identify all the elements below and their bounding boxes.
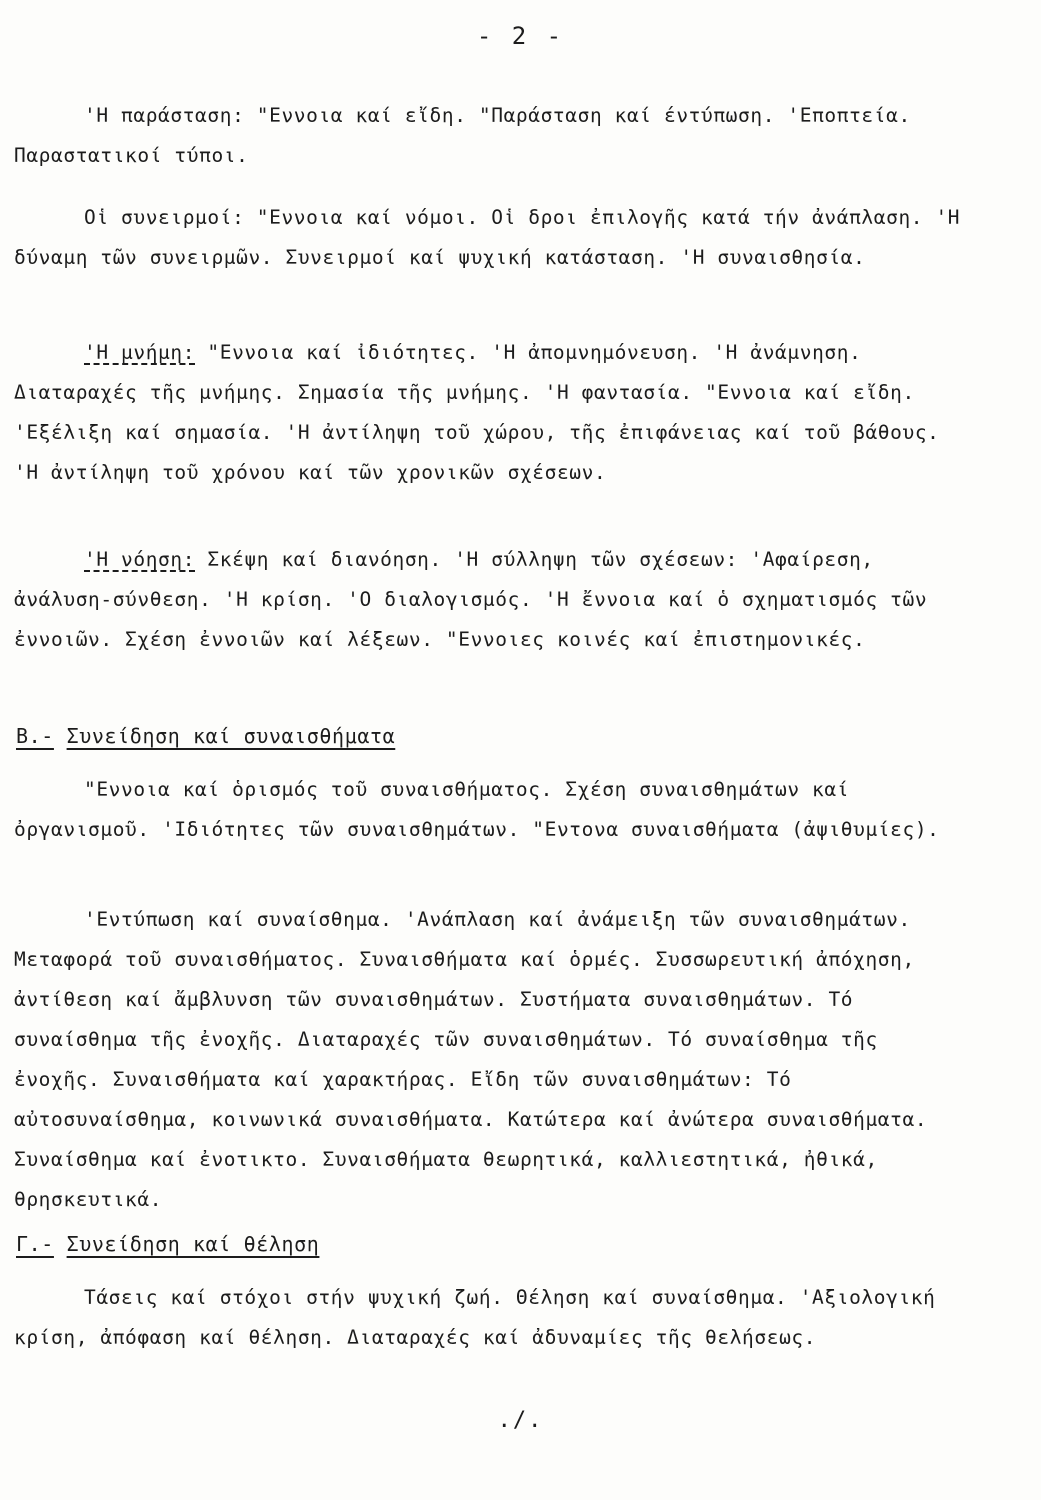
term-thinking: 'Η νόηση: xyxy=(84,548,196,571)
text-associations: "Εννοια καί νόμοι. Οἱ δροι ἐπιλογῆς κατά τήν ἀνάπλαση. 'Η δύναμη τῶν συνειρμῶν. Συνειρμοί καί ψυχική κατάσταση. 'Η συναισθησία. xyxy=(14,206,961,269)
section-b-title: Συνείδηση καί συναισθήματα xyxy=(66,724,396,748)
term-representation: 'Η παράσταση: xyxy=(84,104,245,127)
text-memory: "Εννοια καί ἰδιότητες. 'Η ἀπομνημόνευση. 'Η ἀνάμνηση. Διαταραχές τῆς μνήμης. Σημασία τῆς μνήμης. 'Η φαντασία. "Εννοια καί εἴδη. 'Εξέλιξη καί σημασία. 'Η ἀντίληψη τοῦ χώρου, τῆς ἐπιφάνειας καί τοῦ βάθους. 'Η ἀντίληψη τοῦ χρόνου καί τῶν χρονικῶν σχέσεων. xyxy=(14,341,940,484)
end-mark: ./. xyxy=(497,1408,544,1433)
page-number: - 2 - xyxy=(476,22,565,50)
text-thinking: Σκέψη καί διανόηση. 'Η σύλληψη τῶν σχέσεων: 'Αφαίρεση, ἀνάλυση-σύνθεση. 'Η κρίση. 'Ο διαλογισμός. 'Η ἔννοια καί ὁ σχηματισμός τῶν ἐννοιῶν. Σχέση ἐννοιῶν καί λέξεων. "Εννοιες κοινές καί ἐπιστημονικές. xyxy=(14,548,928,651)
paragraph-memory xyxy=(14,333,974,493)
term-memory: 'Η μνήμη: xyxy=(84,341,196,364)
section-b-heading xyxy=(16,718,395,754)
section-g-title: Συνείδηση καί θέληση xyxy=(66,1232,320,1256)
section-b-text-1: "Εννοια καί ὁρισμός τοῦ συναισθήματος. Σχέση συναισθημάτων καί ὀργανισμοῦ. 'Ιδιότητες τῶν συναισθημάτων. "Εντονα συναισθήματα (ἀψιθυμίες). xyxy=(14,778,940,841)
section-g-heading xyxy=(16,1226,319,1262)
section-b-paragraph-1 xyxy=(14,770,974,850)
text-representation: "Εννοια καί εἴδη. "Παράσταση καί έντύπωση. 'Εποπτεία. Παραστατικοί τύποι. xyxy=(14,104,911,167)
section-g-text-1: Τάσεις καί στόχοι στήν ψυχική ζωή. Θέληση καί συναίσθημα. 'Αξιολογική κρίση, ἀπόφαση καί θέληση. Διαταραχές καί ἀδυναμίες τῆς θελήσεως. xyxy=(14,1286,936,1349)
paragraph-representation xyxy=(14,96,974,176)
paragraph-associations xyxy=(14,198,974,278)
section-g-paragraph-1 xyxy=(14,1278,974,1358)
section-b-label: Β.- xyxy=(16,724,54,748)
section-b-paragraph-2 xyxy=(14,900,974,1220)
term-associations: Οἱ συνειρμοί: xyxy=(84,206,245,229)
section-b-text-2: 'Εντύπωση καί συναίσθημα. 'Ανάπλαση καί ἀνάμειξη τῶν συναισθημάτων. Μεταφορά τοῦ συναισθήματος. Συναισθήματα καί ὁρμές. Συσσωρευτική ἀπόχηση, ἀντίθεση καί ἄμβλυνση τῶν συναισθημάτων. Συστήματα συναισθημάτων. Τό συναίσθημα τῆς ἐνοχῆς. Διαταραχές τῶν συναισθημάτων. Τό συναίσθημα τῆς ἐνοχῆς. Συναισθήματα καί χαρακτήρας. Εἴδη τῶν συναισθημάτων: Τό αὐτοσυναίσθημα, κοινωνικά συναισθήματα. Κατώτερα καί ἀνώτερα συναισθήματα. Συναίσθημα καί ἐνοτικτο. Συναισθήματα θεωρητικά, καλλιεστητικά, ἠθικά, θρησκευτικά. xyxy=(14,908,928,1211)
section-g-label: Γ.- xyxy=(16,1232,54,1256)
paragraph-thinking xyxy=(14,540,974,660)
